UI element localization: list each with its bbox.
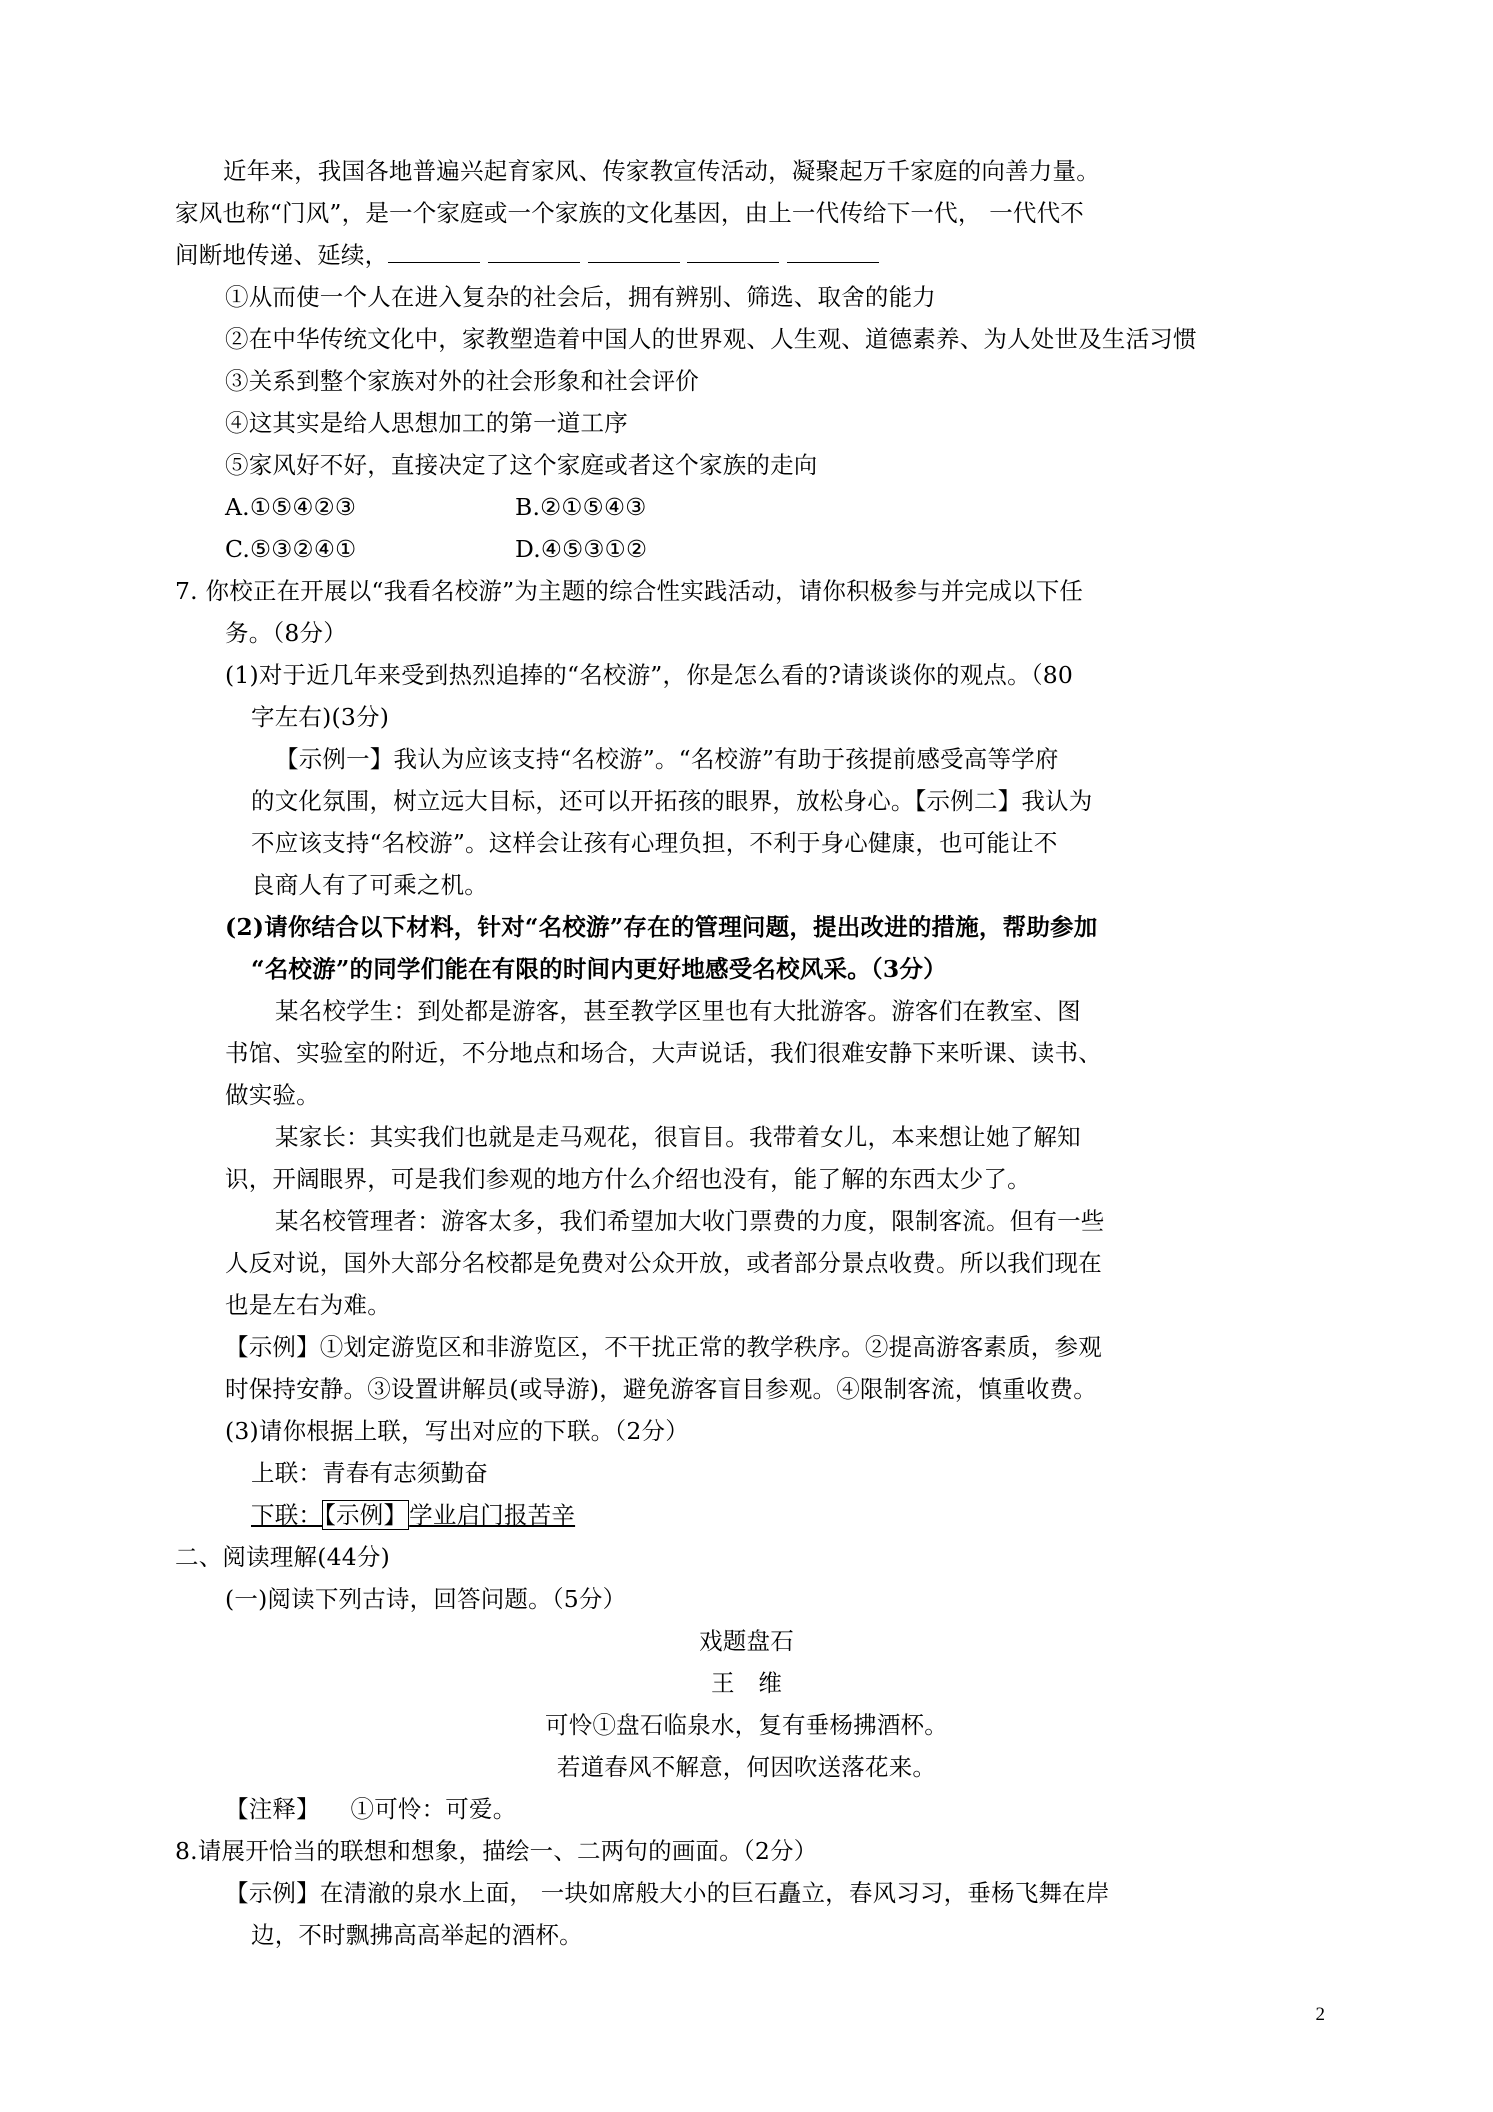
q6-option-d[interactable]: D.④⑤③①② <box>515 535 648 563</box>
q7-sub2-line2: “名校游”的同学们能在有限的时间内更好地感受名校风采。（3分） <box>251 955 947 983</box>
q7-sub3-xialian-text: 学业启门报苦辛 <box>409 1501 576 1529</box>
q7-sub1-answer-line3: 不应该支持“名校游”。这样会让孩有心理负担，不利于身心健康，也可能让不 <box>251 829 1058 857</box>
section2-title: 二、阅读理解(44分) <box>175 1543 390 1571</box>
q6-item-4: ④这其实是给人思想加工的第一道工序 <box>225 409 628 437</box>
q6-option-c[interactable]: C.⑤③②④① <box>225 535 357 563</box>
document-body <box>175 150 1318 1956</box>
poem-line-2: 若道春风不解意，何因吹送落花来。 <box>556 1753 937 1781</box>
q7-sub3-xialian-label: 下联： <box>251 1501 323 1529</box>
q6-options-row-2 <box>175 528 1318 570</box>
q6-item-2: ②在中华传统文化中，家教塑造着中国人的世界观、人生观、道德素养、为人处世及生活习惯 <box>225 325 1197 353</box>
q6-option-a[interactable]: A.①⑤④②③ <box>225 493 357 521</box>
poem-author: 王 维 <box>710 1669 783 1697</box>
poem-note-label: 【注释】 <box>225 1795 320 1823</box>
q7-material-2-line1: 某家长：其实我们也就是走马观花，很盲目。我带着女儿，本来想让她了解知 <box>275 1123 1081 1151</box>
q7-sub1-line2: 字左右)(3分) <box>251 703 390 731</box>
q7-stem-line2: 务。（8分） <box>225 619 347 647</box>
q7-material-1-line3: 做实验。 <box>225 1081 320 1109</box>
q7-sub2-answer-line1: 【示例】①划定游览区和非游览区，不干扰正常的教学秩序。②提高游客素质，参观 <box>225 1333 1102 1361</box>
q7-material-2-line2: 识，开阔眼界，可是我们参观的地方什么介绍也没有，能了解的东西太少了。 <box>225 1165 1031 1193</box>
q6-item-5: ⑤家风好不好，直接决定了这个家庭或者这个家族的走向 <box>225 451 818 479</box>
blank-5 <box>787 242 879 263</box>
q7-material-3-line3: 也是左右为难。 <box>225 1291 391 1319</box>
section2-sub1: (一)阅读下列古诗，回答问题。（5分） <box>225 1585 627 1613</box>
q6-paragraph-2-line1: 家风也称“门风”，是一个家庭或一个家族的文化基因，由上一代传给下一代， 一代代不 <box>175 199 1084 227</box>
blank-4 <box>687 242 779 263</box>
poem-line-1: 可怜①盘石临泉水，复有垂杨拂酒杯。 <box>545 1711 948 1739</box>
poem-title: 戏题盘石 <box>699 1627 794 1655</box>
blank-2 <box>488 242 580 263</box>
q6-options-row-1 <box>175 486 1318 528</box>
q7-sub1-answer-line4: 良商人有了可乘之机。 <box>251 871 488 899</box>
q7-sub2-answer-line2: 时保持安静。③设置讲解员(或导游)，避免游客盲目参观。④限制客流，慎重收费。 <box>225 1375 1097 1403</box>
blank-1 <box>388 242 480 263</box>
q7-stem-line1: 7. 你校正在开展以“我看名校游”为主题的综合性实践活动，请你积极参与并完成以下任 <box>175 577 1084 605</box>
q8-answer-line2: 边，不时飘拂高高举起的酒杯。 <box>251 1921 583 1949</box>
q7-sub3-example-tag: 【示例】 <box>324 1501 408 1529</box>
q7-material-3-line2: 人反对说，国外大部分名校都是免费对公众开放，或者部分景点收费。所以我们现在 <box>225 1249 1102 1277</box>
q6-paragraph-2-line2 <box>175 234 1318 276</box>
q6-option-b[interactable]: B.②①⑤④③ <box>515 493 647 521</box>
page-number: 2 <box>1315 2004 1325 2025</box>
q7-material-1-line1: 某名校学生：到处都是游客，甚至教学区里也有大批游客。游客们在教室、图 <box>275 997 1081 1025</box>
q7-sub1-answer-line1: 【示例一】我认为应该支持“名校游”。“名校游”有助于孩提前感受高等学府 <box>275 745 1059 773</box>
q6-paragraph-1: 近年来，我国各地普遍兴起育家风、传家教宣传活动，凝聚起万千家庭的向善力量。 <box>223 157 1100 185</box>
q6-paragraph-2-text: 间断地传递、延续， <box>175 241 389 269</box>
q6-item-1: ①从而使一个人在进入复杂的社会后，拥有辨别、筛选、取舍的能力 <box>225 283 936 311</box>
q7-material-1-line2: 书馆、实验室的附近，不分地点和场合，大声说话，我们很难安静下来听课、读书、 <box>225 1039 1102 1067</box>
q7-sub1-answer-line2: 的文化氛围，树立远大目标，还可以开拓孩的眼界，放松身心。【示例二】我认为 <box>251 787 1093 815</box>
q7-sub3-xialian <box>175 1494 1318 1536</box>
q7-sub1-line1: (1)对于近几年来受到热烈追捧的“名校游”，你是怎么看的?请谈谈你的观点。（80 <box>225 661 1074 689</box>
q7-sub3-line1: (3)请你根据上联，写出对应的下联。（2分） <box>225 1417 689 1445</box>
q7-sub2-line1: (2)请你结合以下材料，针对“名校游”存在的管理问题，提出改进的措施，帮助参加 <box>225 913 1098 941</box>
q8-stem: 8.请展开恰当的联想和想象，描绘一、二两句的画面。（2分） <box>175 1837 818 1865</box>
q6-item-3: ③关系到整个家族对外的社会形象和社会评价 <box>225 367 699 395</box>
poem-note-text: ①可怜：可爱。 <box>350 1795 517 1823</box>
q8-answer-line1: 【示例】在清澈的泉水上面， 一块如席般大小的巨石矗立，春风习习，垂杨飞舞在岸 <box>225 1879 1110 1907</box>
poem-note <box>175 1788 1318 1830</box>
q7-sub3-shanglian: 上联：青春有志须勤奋 <box>251 1459 488 1487</box>
blank-3 <box>588 242 680 263</box>
q7-material-3-line1: 某名校管理者：游客太多，我们希望加大收门票费的力度，限制客流。但有一些 <box>275 1207 1105 1235</box>
